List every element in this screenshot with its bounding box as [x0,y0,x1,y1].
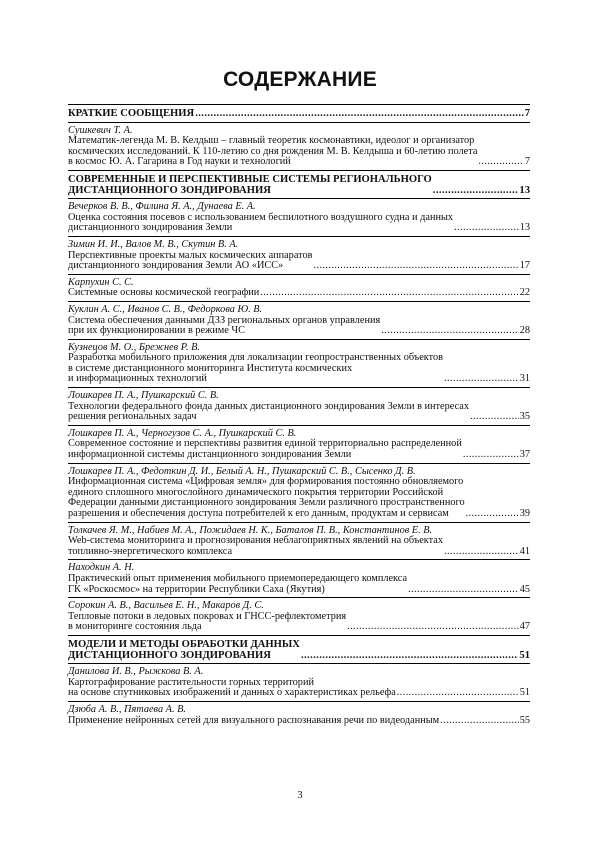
entry-row [68,439,530,460]
entry-title: Системные основы космической географии [68,287,260,299]
dot-leader [408,585,519,596]
entry-authors: Сушкевич Т. А. [68,124,133,136]
dot-leader [444,547,519,558]
entry-row [68,477,530,519]
dot-leader [470,412,519,423]
dot-leader [314,261,519,272]
toc-entry[interactable] [68,702,530,728]
dot-leader [478,157,523,168]
toc-section-heading[interactable] [68,171,530,198]
entry-authors: Лошкарев П. А., Пушкарский С. В. [68,390,219,402]
entry-authors: Куклин А. С., Иванов С. В., Федоркова Ю. В. [68,303,263,315]
entry-title: Оценка состояния посевов с использованием беспилотного воздушного судна и данных дистанционного зондирования Земли [68,211,454,234]
entry-row [68,536,530,557]
entry-title: Применение нейронных сетей для визуального распознавания речи по видеоданным [68,714,440,726]
entry-row [68,574,530,595]
dot-leader [466,509,519,520]
entry-authors: Кузнецов М. О., Брежнев Р. В. [68,341,200,353]
entry-authors: Данилова И. В., Рыжкова В. А. [68,666,204,678]
entry-row [68,402,530,423]
dot-leader [440,716,519,727]
entry-page-number: 39 [519,508,530,519]
toc-entry[interactable] [68,302,530,339]
toc-entry[interactable] [68,388,530,425]
toc-section-heading[interactable] [68,636,530,663]
dot-leader [195,109,524,120]
dot-leader [381,326,519,337]
entry-page-number: 41 [519,545,530,557]
entry-title: Информационная система «Цифровая земля» для формирования постоянно обновляемого единого сплошного многослойного динамического покрытия территории Российской Федерации данными дистанционного зондирования Земли различного пространственного разрешения и обеспечения доступа потребителей к его данным, продуктам и сервисам [68,476,465,519]
entry-authors: Вечерков В. В., Филина Я. А., Дунаева Е. А. [68,201,256,213]
page-number: 3 [297,790,303,801]
toc-entry[interactable] [68,123,530,170]
entry-row [68,678,530,699]
entry-authors: Карпухин С. С. [68,276,134,288]
entry-title: Разработка мобильного приложения для локализации геопространственных объектов в системе дистанционного мониторинга Института космических и информационных технологий [68,352,444,385]
toc-section-heading[interactable] [68,105,530,122]
entry-title: Web-система мониторинга и прогнозирования неблагоприятных явлений на объектах топливно-энергетического комплекса [68,535,443,557]
entry-row [68,251,530,272]
toc-entry[interactable] [68,426,530,463]
entry-row [68,612,530,633]
toc-entry[interactable] [68,664,530,701]
page-title: СОДЕРЖАНИЕ [223,68,377,91]
dot-leader [260,288,518,299]
toc-entry[interactable] [68,560,530,597]
entry-row [68,316,530,337]
entry-page-number: 13 [519,222,530,234]
dot-leader [433,186,519,197]
entry-page-number: 7 [524,156,530,168]
toc-entry[interactable] [68,199,530,236]
toc-entry[interactable] [68,275,530,301]
entry-page-number: 45 [519,583,530,595]
entry-title: Математик-легенда М. В. Келдыш – главный теоретик космонавтики, идеолог и организатор космических исследований. К 110-летию со дня рождения М. В. Келдыша и 60-летию полета в космос Ю. А. Гагарина в Год науки и технологий [68,135,478,168]
dot-leader [454,223,519,234]
entry-title: Система обеспечения данными ДЗЗ региональных органов управления при их функционировании в режиме ЧС [68,314,381,337]
entry-page-number: 47 [519,621,530,633]
entry-title: Картографирование растительности горных территорий на основе спутниковых изображений и данных о характеристиках рельефа [68,676,396,699]
entry-row [68,136,530,168]
entry-title: Практический опыт применения мобильного приемопередающего комплекса ГК «Роскосмос» на территории Республики Саха (Якутия) [68,572,408,595]
section-page-number: 51 [519,649,530,661]
section-page-number: 7 [524,108,530,119]
entry-page-number: 55 [519,714,530,726]
dot-leader [397,688,519,699]
entry-authors: Толкачев Я. М., Набиев М. А., Пожидаев Н. К., Баталов П. В., Константинов Е. В. [68,524,433,536]
section-title: СОВРЕМЕННЫЕ И ПЕРСПЕКТИВНЫЕ СИСТЕМЫ РЕГИОНАЛЬНОГО ДИСТАНЦИОННОГО ЗОНДИРОВАНИЯ [68,173,432,196]
entry-authors: Сорокин А. В., Васильев Е. Н., Макаров Д. С. [68,600,264,612]
entry-page-number: 17 [519,260,530,272]
dot-leader [301,651,518,662]
entry-title: Современное состояние и перспективы развития единой территориально распределенной информационной системы дистанционного зондирования Земли [68,438,462,461]
entry-authors: Зимин И. И., Валов М. В., Скутин В. А. [68,238,239,250]
toc-entry[interactable] [68,464,530,522]
entry-authors: Лошкарев П. А., Федоткин Д. И., Белый А. Н., Пушкарский С. В., Сысенко Д. В. [68,465,416,477]
entry-row [68,353,530,385]
toc-entry[interactable] [68,237,530,274]
entry-title: Перспективные проекты малых космических аппаратов дистанционного зондирования Земли АО «ИСС» [68,249,313,272]
entry-page-number: 28 [519,325,530,337]
entry-authors: Лошкарев П. А., Черногузов С. А., Пушкарский С. В. [68,427,297,439]
entry-row [68,716,530,727]
toc-entry[interactable] [68,523,530,560]
entry-page-number: 37 [519,449,530,461]
entry-page-number: 35 [519,411,530,423]
section-title: КРАТКИЕ СООБЩЕНИЯ [68,108,195,119]
entry-authors: Дзюба А. В., Пятаева А. В. [68,703,186,715]
dot-leader [463,450,519,461]
dot-leader [347,622,519,633]
toc-entry[interactable] [68,340,530,387]
entry-page-number: 51 [519,687,530,699]
entry-row [68,288,530,299]
entry-title: Тепловые потоки в ледовых покровах и ГНСС-рефлектометрия в мониторинге состояния льда [68,610,347,633]
section-page-number: 13 [519,184,530,196]
section-title: МОДЕЛИ И МЕТОДЫ ОБРАБОТКИ ДАННЫХ ДИСТАНЦИОННОГО ЗОНДИРОВАНИЯ [68,638,300,661]
table-of-contents [68,104,530,728]
entry-page-number: 22 [519,287,530,299]
entry-row [68,213,530,234]
entry-authors: Находкин А. Н. [68,562,135,574]
dot-leader [444,374,519,385]
entry-page-number: 31 [519,373,530,385]
entry-title: Технологии федерального фонда данных дистанционного зондирования Земли в интересах решения региональных задач [68,400,469,423]
toc-entry[interactable] [68,598,530,635]
